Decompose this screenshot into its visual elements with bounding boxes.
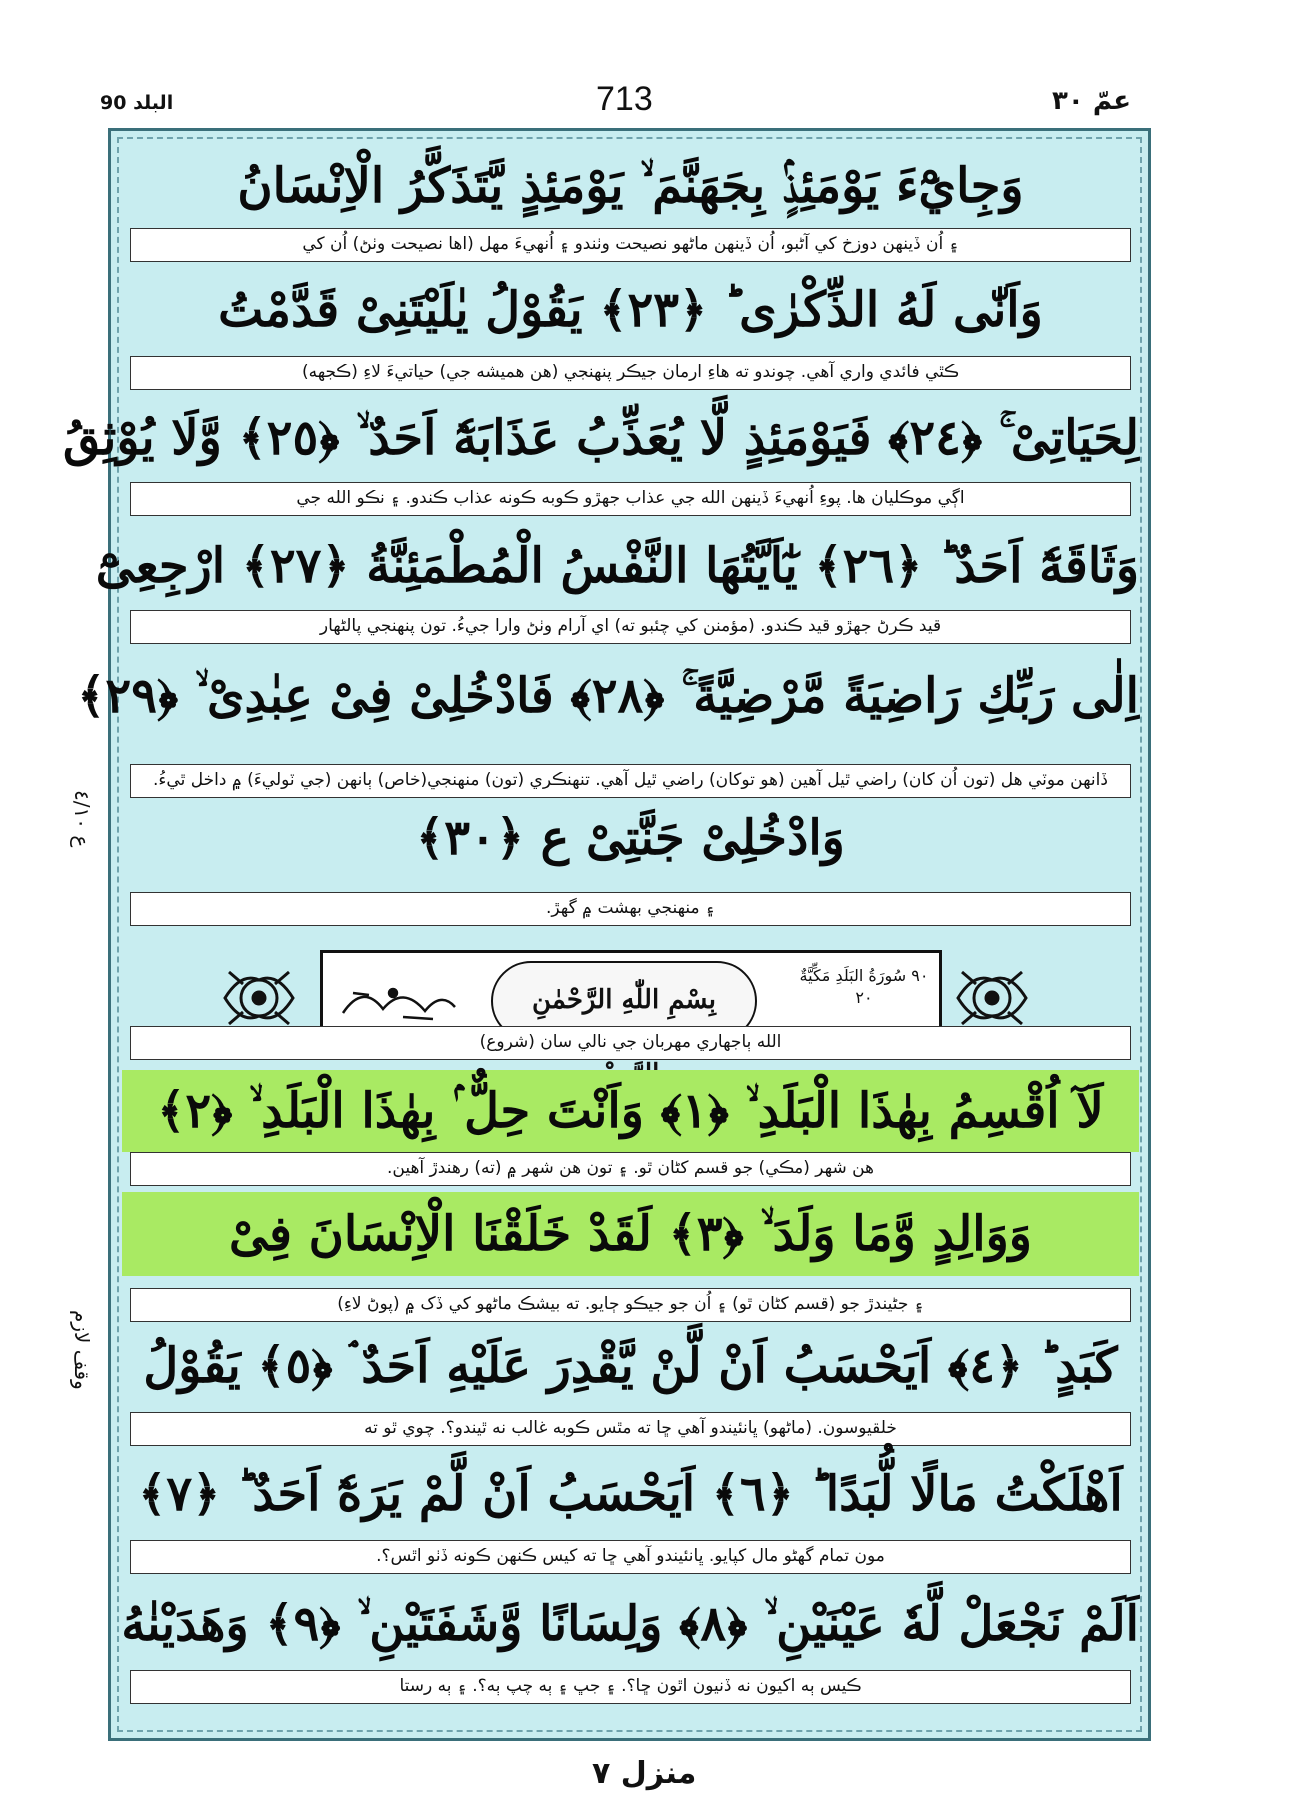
translation-line: خلقيوسون. (ماڻهو) ڀانئيندو آهي ڇا ته مٿس ڪوبه غالب نه ٿيندو؟. چوي ٿو ته [130,1412,1131,1446]
arabic-line-highlighted: وَوَالِدٍ وَّمَا وَلَدَ ۙ ﴿٣﴾ لَقَدْ خَلَقْنَا الْاِنْسَانَ فِىْ [122,1192,1139,1276]
arabic-line: وَادْخُلِىْ جَنَّتِىْ ع ﴿٣٠﴾ [416,810,845,866]
surah-reference: البلد 90 [100,92,174,114]
translation-line: اڳي موڪليان ها. پوءِ اُنهيءَ ڏينهن الله جي عذاب جهڙو ڪوبه ڪونه عذاب ڪندو. ۽ نڪو الله جي [130,482,1131,516]
translation-line: ۽ منهنجي بهشت ۾ گهڙ. [130,892,1131,926]
translation-line: ڪٿي فائدي واري آهي. چوندو ته هاءِ ارمان جيڪر پنهنجي (هن هميشه جي) حياتيءَ لاءِ (ڪجهه) [130,356,1131,390]
ruku-margin-mark: ع ٤/١٠ [70,790,94,848]
arabic-line: وَثَاقَهٗٓ اَحَدٌ ؕ ﴿٢٦﴾ يٰٓاَيَّتُهَا النَّفْسُ الْمُطْمَئِنَّةُ ﴿٢٧﴾ ارْجِعِىْٓ [95,538,1139,594]
translation-line: ڪيس ٻه اکيون نه ڏنيون اٿون ڇا؟. ۽ جڀ ۽ ٻه چپ ٻه؟. ۽ ٻه رستا [130,1670,1131,1704]
juz-label: عمّ ٣٠ [1052,86,1131,116]
arabic-line: اَهْلَكْتُ مَالًا لُّبَدًا ؕ ﴿٦﴾ اَيَحْسَبُ اَنْ لَّمْ يَرَهٗٓ اَحَدٌ ؕ ﴿٧﴾ [138,1466,1123,1522]
calligraphy-seal-icon [333,973,463,1027]
bismillah: بِسْمِ اللّٰهِ الرَّحْمٰنِ [491,961,757,1041]
translation-line: مون تمام گهڻو مال کپايو. ڀانئيندو آهي ڇا ته کيس ڪنهن ڪونه ڏٺو اٿس؟. [130,1540,1131,1574]
arabic-line: وَجِايْٓءَ يَوْمَئِذٍۢ بِجَهَنَّمَ ۙ يَوْمَئِذٍ يَّتَذَكَّرُ الْاِنْسَانُ [237,158,1024,214]
manzil-label: منزل ٧ [592,1756,697,1791]
translation-line: ۽ جڻيندڙ جو (قسم کڻان ٿو) ۽ اُن جو جيڪو ڄايو. ته بيشڪ ماڻهو کي ڏک ۾ (پوڻ لاءِ) [130,1288,1131,1322]
page-number: 713 [596,80,653,118]
translation-line: هن شهر (مڪي) جو قسم کڻان ٿو. ۽ تون هن شهر ۾ (ته) رهندڙ آهين. [130,1152,1131,1186]
arabic-line: اَلَمْ نَجْعَلْ لَّهٗ عَيْنَيْنِ ۙ ﴿٨﴾ وَلِسَانًا وَّشَفَتَيْنِ ۙ ﴿٩﴾ وَهَدَيْنٰهُ [121,1596,1139,1652]
waqf-margin-mark: وقف لازم [70,1310,94,1390]
arabic-line: كَبَدٍ ؕ ﴿٤﴾ اَيَحْسَبُ اَنْ لَّنْ يَّقْدِرَ عَلَيْهِ اَحَدٌ ۘ ﴿٥﴾ يَقُوْلُ [143,1338,1118,1394]
surah-info: ٩٠ سُورَةُ البَلَدِ مَكِّيَّةٌ ٢٠ [799,966,929,1007]
translation-line: ڏانهن موٽي هل (تون اُن کان) راضي ٿيل آهين (هو توکان) راضي ٿيل آهي. تنهنڪري (تون) منهنجي(خاص) ٻانهن (جي ٽوليءَ) ۾ داخل ٿيءُ. [130,764,1131,798]
arabic-line: لِحَيَاتِىْ ۚ ﴿٢٤﴾ فَيَوْمَئِذٍ لَّا يُعَذِّبُ عَذَابَهٗٓ اَحَدٌ ۙ ﴿٢٥﴾ وَّلَا يُوْثِقُ [63,410,1139,466]
arabic-line-highlighted: لَآ اُقْسِمُ بِهٰذَا الْبَلَدِ ۙ ﴿١﴾ وَاَنْتَ حِلٌّ ۢ بِهٰذَا الْبَلَدِ ۙ ﴿٢﴾ [122,1070,1139,1152]
arabic-line: وَاَنّٰى لَهُ الذِّكْرٰى ؕ ﴿٢٣﴾ يَقُوْلُ يٰلَيْتَنِىْ قَدَّمْتُ [218,282,1043,338]
translation-line: قيد ڪرڻ جهڙو قيد ڪندو. (مؤمنن کي چئبو ته) اي آرام وٺڻ وارا جيءُ. تون پنهنجي پالڻهار [130,610,1131,644]
translation-line: ۽ اُن ڏينهن دوزخ کي آڻبو، اُن ڏينهن ماڻهو نصيحت وٺندو ۽ اُنهيءَ مهل (اها نصيحت وٺڻ) اُن کي [130,228,1131,262]
arabic-line: اِلٰى رَبِّكِ رَاضِيَةً مَّرْضِيَّةً ۚ ﴿٢٨﴾ فَادْخُلِىْ فِىْ عِبٰدِىْ ۙ ﴿٢٩﴾ [77,668,1139,724]
page-header [0,0,1309,118]
bismillah-translation: الله ٻاجهاري مهربان جي نالي سان (شروع) [130,1026,1131,1060]
